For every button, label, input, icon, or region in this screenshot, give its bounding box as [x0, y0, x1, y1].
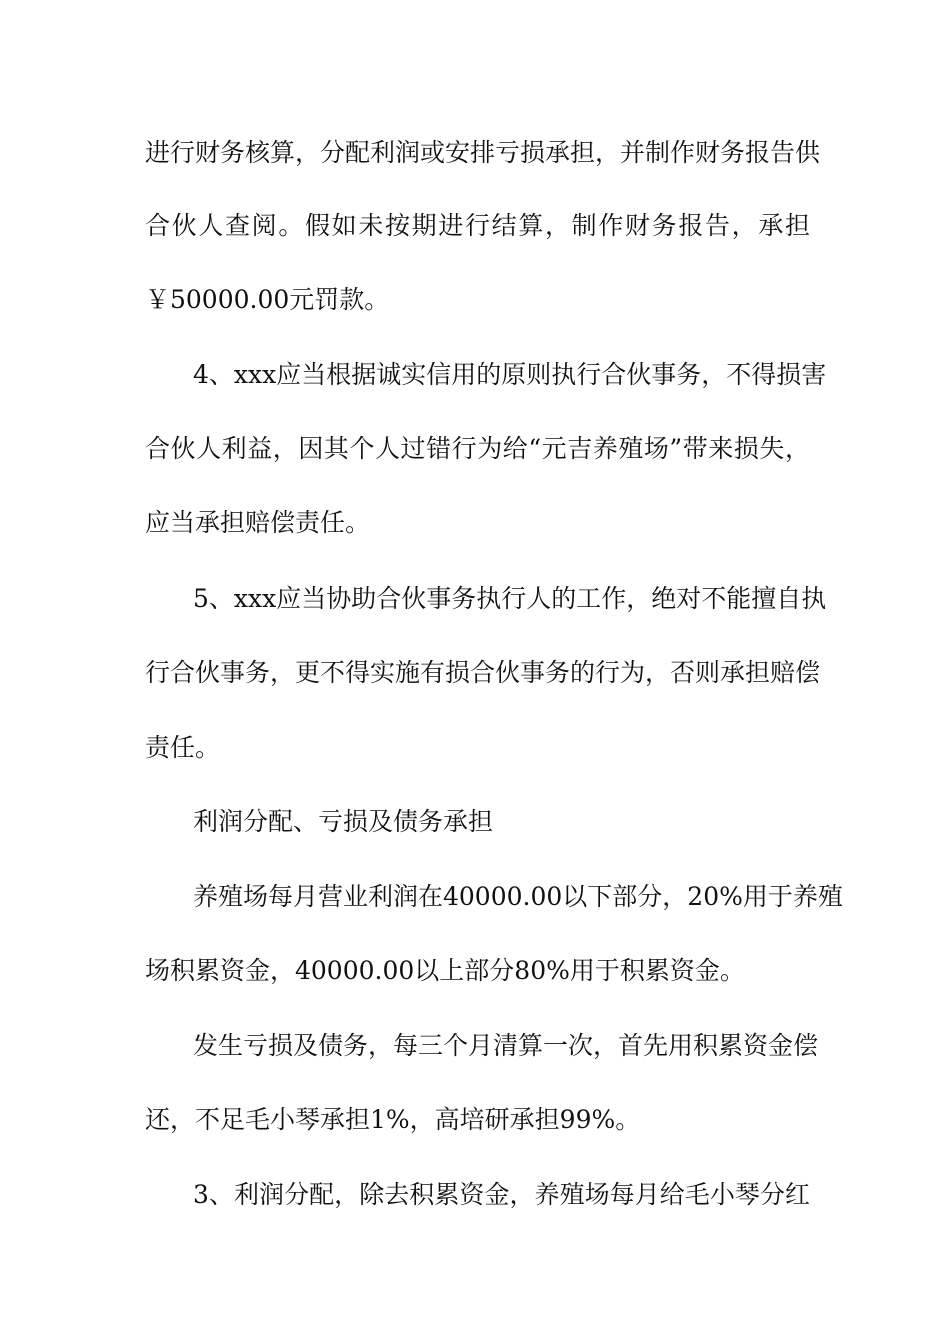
text-line: 场积累资金，40000.00以上部分80%用于积累资金。 — [145, 956, 745, 985]
text-line: 合伙人查阅。假如未按期进行结算，制作财务报告，承担 — [145, 211, 810, 240]
text-line: 责任。 — [145, 733, 221, 762]
paragraph-line: 发生亏损及债务，每三个月清算一次，首先用积累资金偿 — [193, 1031, 819, 1060]
text-line: 合伙人利益，因其个人过错行为给“元吉养殖场”带来损失， — [145, 434, 810, 463]
paragraph-line: 3、利润分配，除去积累资金，养殖场每月给毛小琴分红 — [193, 1180, 810, 1209]
text-line: 行合伙事务，更不得实施有损合伙事务的行为，否则承担赔偿 — [145, 658, 821, 687]
text-line: 还，不足毛小琴承担1%，高培研承担99%。 — [145, 1105, 641, 1134]
text-line: 进行财务核算，分配利润或安排亏损承担，并制作财务报告供 — [145, 138, 821, 167]
section-heading: 利润分配、亏损及债务承担 — [193, 807, 494, 836]
text-line: 应当承担赔偿责任。 — [145, 508, 371, 537]
text-line: ￥50000.00元罚款。 — [145, 285, 390, 314]
paragraph-line: 养殖场每月营业利润在40000.00以下部分，20%用于养殖 — [193, 882, 843, 911]
paragraph-line: 4、xxx应当根据诚实信用的原则执行合伙事务，不得损害 — [193, 360, 827, 389]
paragraph-line: 5、xxx应当协助合伙事务执行人的工作，绝对不能擅自执 — [193, 584, 827, 613]
